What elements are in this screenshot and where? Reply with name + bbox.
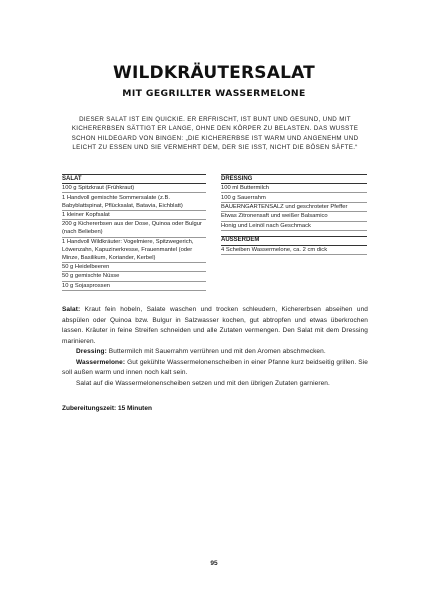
ingredient-item: 1 kleiner Kopfsalat [62,211,206,220]
step-text: Kraut fein hobeln, Salate waschen und trocken schleudern, Kichererbsen abseihen und abspülen oder Quinoa bzw. Bulgur in Salzwasser kochen, gut abtropfen und etwas überkrochen lassen. Kräuter in feine Streifen schneiden und alle Zutaten vermengen. Den Salat mit dem Dressing marinieren. [62,306,368,345]
section-heading-ausserdem: AUSSERDEM [221,236,367,246]
ingredient-item: 100 ml Buttermilch [221,184,367,193]
ingredient-item: 1 Handvoll Wildkräuter: Vogelmiere, Spitzwegerich, Löwenzahn, Kapuzinerkresse, Frauenmantel (oder Minze, Basilikum, Koriander, Kerbel) [62,238,206,263]
page-number: 95 [210,560,218,567]
step-label: Salat: [62,306,81,313]
ingredient-item: 100 g Spitzkraut (Frühkraut) [62,184,206,193]
ingredient-item: 50 g gemischte Nüsse [62,272,206,281]
step-text: Buttermilch mit Sauerrahm verrühren und mit den Aromen abschmecken. [106,348,326,355]
ingredients-dressing-ausserdem [221,174,367,255]
ingredient-item: 100 g Sauerrahm [221,193,367,202]
step-final: Salat auf die Wassermelonenscheiben setzen und mit den übrigen Zutaten garnieren. [76,379,330,387]
ingredient-item: 10 g Sojasprossen [62,282,206,291]
step-label: Dressing: [76,348,107,355]
ingredients-salat [62,174,206,291]
section-heading-dressing: DRESSING [221,174,367,184]
ingredient-item: Etwas Zitronensaft und weißer Balsamico [221,212,367,221]
step-salat [62,305,368,347]
step-dressing [62,347,368,358]
prep-time [62,405,368,412]
recipe-title: WILDKRÄUTERSALAT [113,63,315,83]
directions [62,305,368,389]
ingredient-item: 200 g Kichererbsen aus der Dose, Quinoa oder Bulgur (nach Belieben) [62,220,206,237]
step-label: Wassermelone: [76,358,126,366]
ingredient-item: 4 Scheiben Wassermelone, ca. 2 cm dick [221,246,367,255]
section-heading-salat: SALAT [62,174,206,184]
prep-value: 15 Minuten [116,405,152,412]
step-wassermelone [62,358,368,379]
prep-label: Zubereitungszeit: [62,405,117,412]
ingredient-item: BAUERNGARTENSALZ und geschroteter Pfeffer [221,203,367,212]
ingredient-item: 1 Handvoll gemischte Sommersalate (z.B. Babyblattspinat, Pflücksalat, Batavia, Eichblatt) [62,193,206,210]
ingredient-item: Honig und Leinöl nach Geschmack [221,222,367,231]
recipe-subtitle: MIT GEGRILLTER WASSERMELONE [122,88,306,99]
intro-text: DIESER SALAT IST EIN QUICKIE. ER ERFRISCHT, IST BUNT UND GESUND, UND MIT KICHERERBSEN SÄTTIGT ER LANGE, OHNE DEN KÖRPER ZU BELASTEN. DAS WUSSTE SCHON HILDEGARD VON BINGEN: „DIE KICHERERBSE IST WARM UND ANGENEHM UND LEICHT ZU ESSEN UND SIE VERMEHRT DEM, DER SIE ISST, NICHT DIE BÖSEN SÄFTE.“ [71,116,359,151]
step-text: Gut gekühlte Wassermelonenscheiben in einer Pfanne kurz beidseitig grillen. Sie soll außen warm und innen noch kalt sein. [62,358,368,376]
ingredient-item: 50 g Heidelbeeren [62,263,206,272]
